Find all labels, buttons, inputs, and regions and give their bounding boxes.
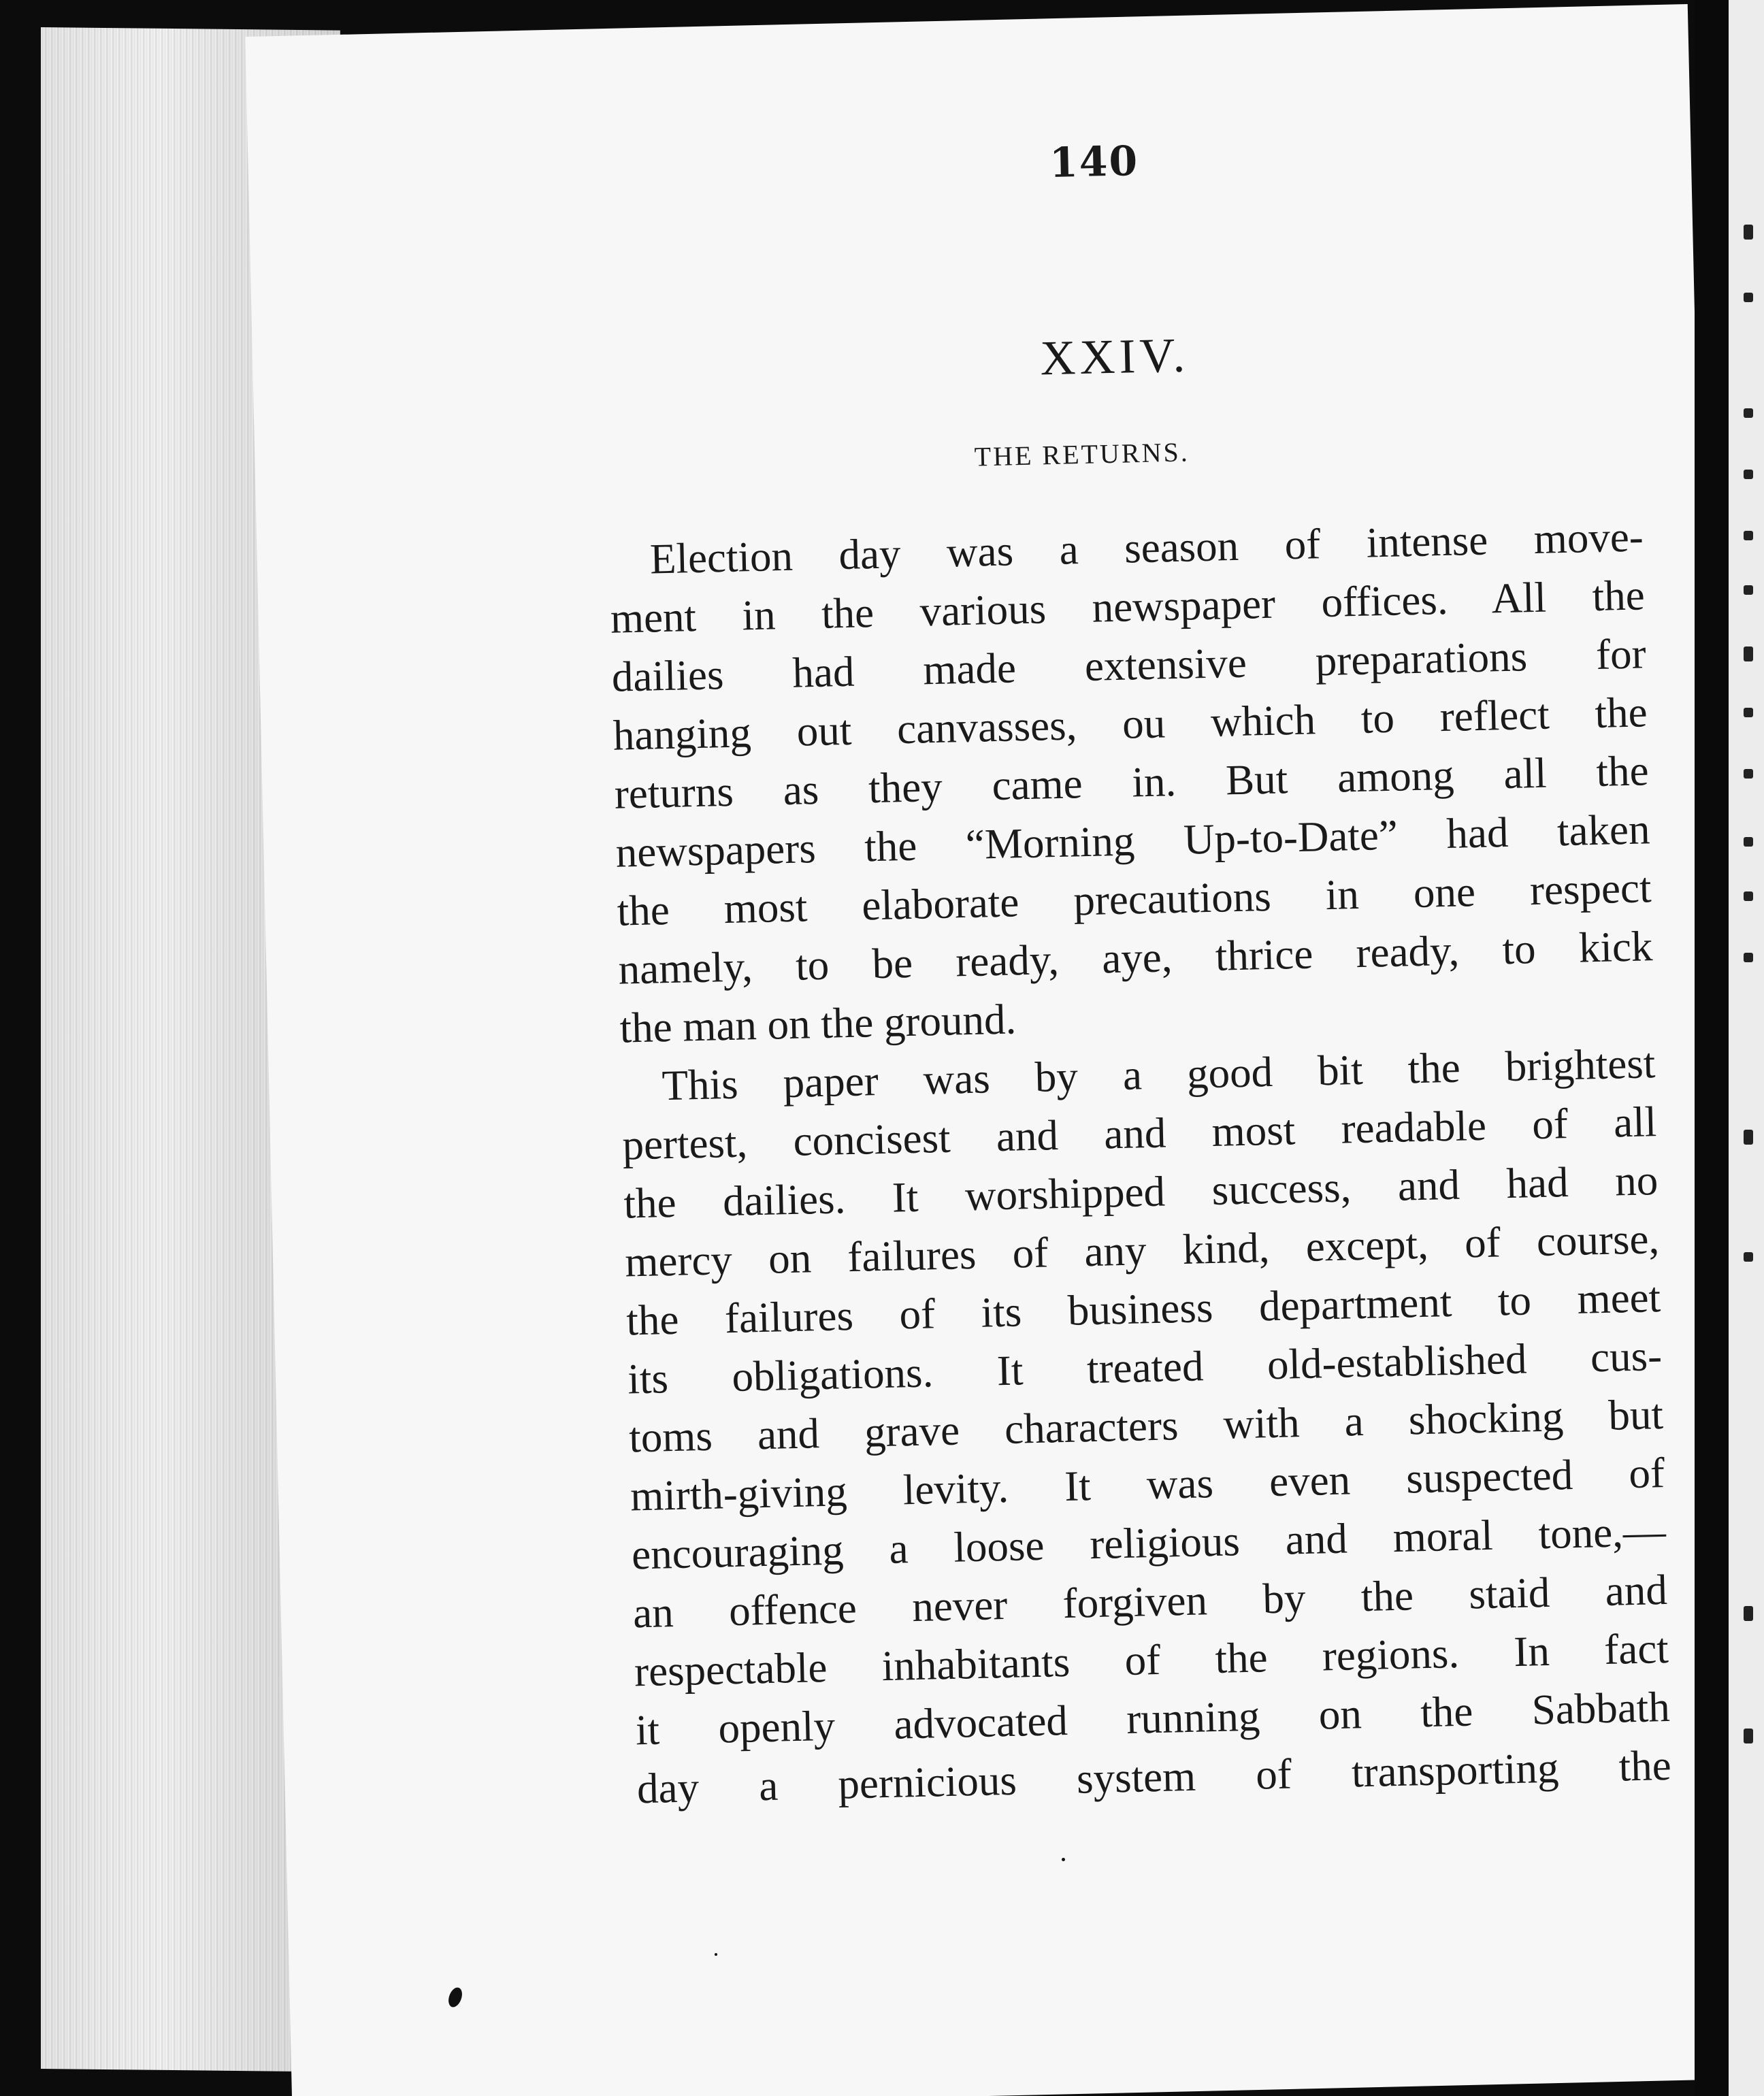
adjacent-page-fragment — [1744, 408, 1753, 418]
text-line: dailies had made extensive preparations for — [611, 629, 1647, 701]
adjacent-page-fragment — [1744, 1252, 1753, 1262]
paragraph — [608, 507, 1654, 1057]
adjacent-page-fragment — [1744, 953, 1753, 962]
adjacent-page-fragment — [1744, 531, 1753, 540]
text-line: its obligations. It treated old-established cus- — [627, 1332, 1663, 1403]
text-line: the dailies. It worshipped success, and had no — [623, 1156, 1659, 1228]
adjacent-page-fragment — [1744, 646, 1753, 661]
ink-speck — [715, 1953, 717, 1956]
ink-speck — [1062, 1858, 1065, 1861]
body-text — [608, 507, 1672, 1818]
adjacent-page-fragment — [1744, 1130, 1753, 1145]
text-line: newspapers the “Morning Up-to-Date” had taken — [615, 805, 1651, 877]
adjacent-page-fragment — [1744, 837, 1753, 847]
text-line: the man on the ground. — [619, 995, 1017, 1052]
adjacent-page-fragment — [1744, 293, 1753, 302]
text-line: This paper was by a good bit the brightest — [661, 1039, 1656, 1110]
text-line: mercy on failures of any kind, except, of course, — [624, 1215, 1660, 1286]
adjacent-page-fragment — [1744, 585, 1753, 595]
text-line: Election day was a season of intense move- — [649, 512, 1644, 583]
adjacent-page-fragment — [1744, 769, 1753, 779]
adjacent-page-fragment — [1744, 891, 1753, 901]
text-line: the most elaborate precautions in one respect — [616, 864, 1652, 935]
paragraph — [621, 1034, 1672, 1818]
text-line: encouraging a loose religious and moral tone,— — [631, 1507, 1667, 1579]
text-line: ment in the various newspaper offices. All the — [610, 571, 1646, 642]
text-line: an offence never forgiven by the staid and — [632, 1565, 1668, 1637]
page-number: 140 — [1049, 137, 1139, 187]
adjacent-page-fragment — [1744, 470, 1753, 479]
adjacent-page-fragment — [1744, 1729, 1753, 1743]
text-line: the failures of its business department to meet — [625, 1273, 1661, 1345]
chapter-number: XXIV. — [1039, 327, 1190, 386]
text-line: it openly advocated running on the Sabbath — [635, 1682, 1671, 1754]
text-line: respectable inhabitants of the regions. In fact — [634, 1624, 1669, 1696]
text-line: mirth-giving levity. It was even suspected of — [630, 1448, 1665, 1520]
adjacent-page-edge — [1729, 0, 1764, 2096]
text-line: pertest, concisest and and most readable of all — [621, 1098, 1657, 1169]
adjacent-page-fragment — [1744, 1606, 1753, 1621]
adjacent-page-fragment — [1744, 225, 1753, 240]
adjacent-page-fragment — [1744, 708, 1753, 717]
text-line: day a pernicious system of transporting the — [636, 1741, 1672, 1813]
text-line: namely, to be ready, aye, thrice ready, to kick — [617, 922, 1654, 994]
text-line: hanging out canvasses, ou which to reflect the — [612, 688, 1648, 759]
text-line: returns as they came in. But among all the — [614, 747, 1650, 818]
chapter-title: THE RETURNS. — [974, 436, 1190, 472]
text-line: toms and grave characters with a shocking but — [628, 1390, 1664, 1462]
